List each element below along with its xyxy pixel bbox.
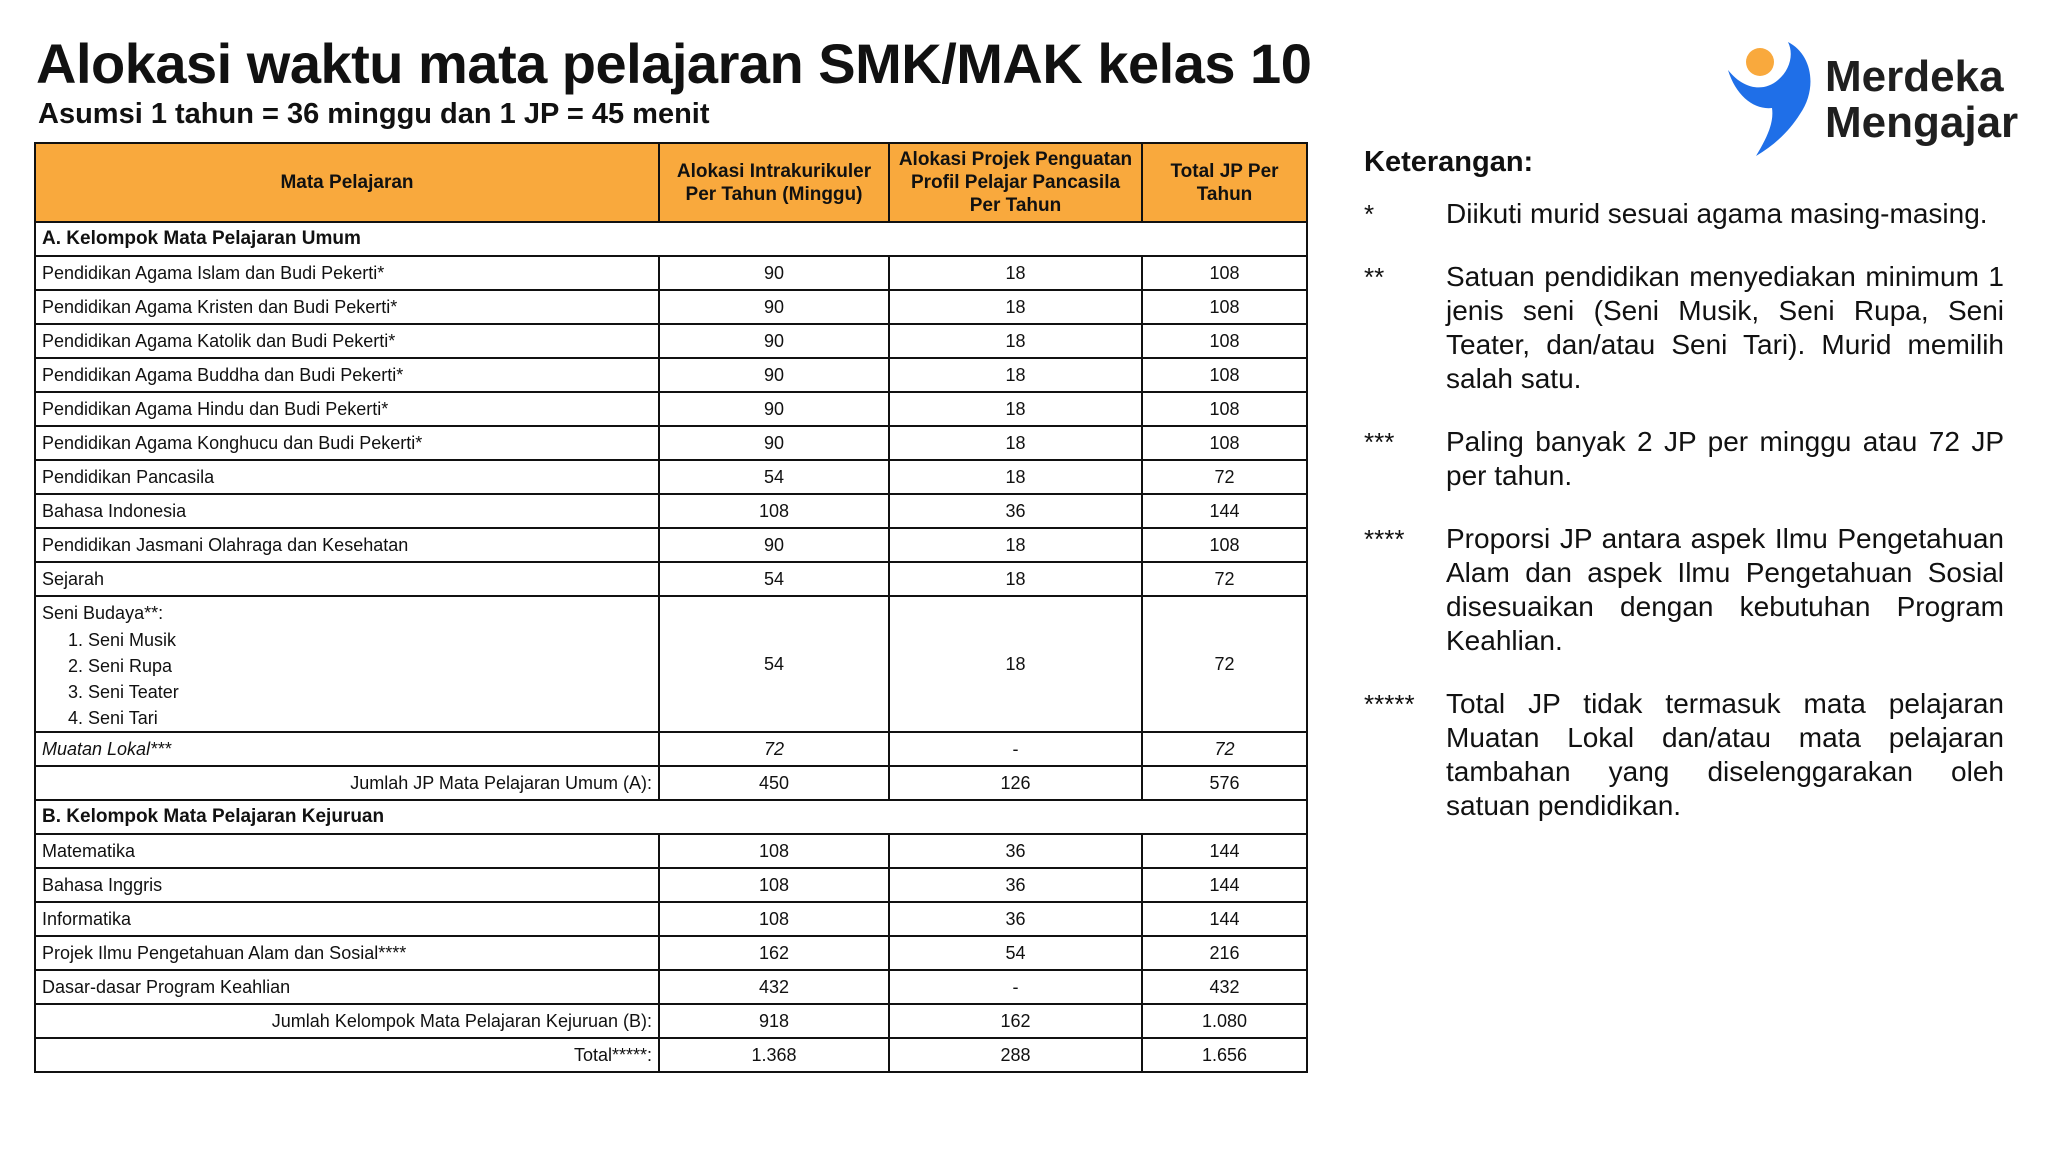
note-mark: ***** [1364,689,1415,719]
note-item [1364,687,2004,823]
grand-total-label: Total*****: [35,1038,659,1072]
projek-cell: - [889,970,1142,1004]
total-cell: 144 [1142,902,1307,936]
list-item: 4. Seni Tari [68,708,158,728]
page-subtitle: Asumsi 1 tahun = 36 minggu dan 1 JP = 45 menit [38,98,710,130]
table-row [35,868,1307,902]
subject-cell: Dasar-dasar Program Keahlian [35,970,659,1004]
note-mark: ** [1364,262,1385,292]
notes-panel [1364,146,2004,852]
intra-cell: 90 [659,324,889,358]
list-item: 1. Seni Musik [68,630,177,650]
merdeka-mengajar-logo [1720,36,2040,162]
subject-cell: Informatika [35,902,659,936]
note-item [1364,522,2004,658]
total-cell: 576 [1142,766,1307,800]
intra-cell: 90 [659,528,889,562]
intra-cell: 90 [659,290,889,324]
projek-cell: 162 [889,1004,1142,1038]
table-row [35,902,1307,936]
table-row [35,834,1307,868]
note-text: Satuan pendidikan menyediakan minimum 1 jenis seni (Seni Musik, Seni Rupa, Seni Teater, dan/atau Seni Tari). Murid memilih salah satu. [1446,261,2004,394]
group-a-label: A. Kelompok Mata Pelajaran Umum [35,222,1307,256]
intra-cell: 54 [659,460,889,494]
subject-cell: Pendidikan Agama Konghucu dan Budi Pekerti* [35,426,659,460]
subject-cell: Pendidikan Jasmani Olahraga dan Kesehatan [35,528,659,562]
grand-total-row [35,1038,1307,1072]
total-cell: 72 [1142,596,1307,732]
total-cell: 1.080 [1142,1004,1307,1038]
allocation-table [34,142,1308,1073]
total-cell: 144 [1142,868,1307,902]
subject-cell: Pendidikan Pancasila [35,460,659,494]
intra-cell: 162 [659,936,889,970]
intra-cell: 90 [659,426,889,460]
total-cell: 144 [1142,834,1307,868]
total-cell: 72 [1142,732,1307,766]
total-cell: 108 [1142,358,1307,392]
logo-wordmark [1825,54,2018,146]
total-cell: 108 [1142,256,1307,290]
projek-cell: 18 [889,460,1142,494]
intra-cell: 108 [659,834,889,868]
projek-cell: 18 [889,562,1142,596]
table-header-row [35,143,1307,222]
total-cell: 432 [1142,970,1307,1004]
col-header-total: Total JP Per Tahun [1142,143,1307,222]
intra-cell: 54 [659,562,889,596]
seni-budaya-list [42,627,652,731]
projek-cell: 18 [889,324,1142,358]
table-row [35,970,1307,1004]
subject-cell: Projek Ilmu Pengetahuan Alam dan Sosial**** [35,936,659,970]
subject-cell: Matematika [35,834,659,868]
projek-cell: 288 [889,1038,1142,1072]
table-row-seni-budaya [35,596,1307,732]
intra-cell: 432 [659,970,889,1004]
table-row [35,392,1307,426]
projek-cell: 18 [889,256,1142,290]
seni-budaya-label: Seni Budaya**: [42,603,164,623]
subject-cell [35,596,659,732]
projek-cell: 36 [889,494,1142,528]
note-text: Paling banyak 2 JP per minggu atau 72 JP per tahun. [1446,426,2004,491]
intra-cell: 90 [659,358,889,392]
total-cell: 108 [1142,426,1307,460]
intra-cell: 72 [659,732,889,766]
note-item [1364,260,2004,396]
intra-cell: 54 [659,596,889,732]
note-mark: **** [1364,524,1405,554]
projek-cell: 18 [889,426,1142,460]
intra-cell: 918 [659,1004,889,1038]
intra-cell: 108 [659,902,889,936]
note-text: Proporsi JP antara aspek Ilmu Pengetahuan Alam dan aspek Ilmu Pengetahuan Sosial disesuaikan dengan kebutuhan Program Keahlian. [1446,523,2004,656]
total-cell: 108 [1142,392,1307,426]
total-cell: 144 [1142,494,1307,528]
table-row [35,494,1307,528]
logo-figure-icon [1720,36,1820,162]
total-cell: 108 [1142,290,1307,324]
page-title: Alokasi waktu mata pelajaran SMK/MAK kelas 10 [36,32,1312,95]
projek-cell: 126 [889,766,1142,800]
projek-cell: 18 [889,290,1142,324]
subtotal-label: Jumlah JP Mata Pelajaran Umum (A): [35,766,659,800]
subject-cell: Pendidikan Agama Buddha dan Budi Pekerti* [35,358,659,392]
projek-cell: 18 [889,392,1142,426]
subject-cell: Pendidikan Agama Hindu dan Budi Pekerti* [35,392,659,426]
table-row [35,358,1307,392]
projek-cell: - [889,732,1142,766]
table-row [35,460,1307,494]
table-row [35,426,1307,460]
group-a-header [35,222,1307,256]
subject-cell: Pendidikan Agama Katolik dan Budi Pekerti* [35,324,659,358]
projek-cell: 36 [889,868,1142,902]
intra-cell: 450 [659,766,889,800]
subtotal-row-a [35,766,1307,800]
subtotal-row-b [35,1004,1307,1038]
note-mark: * [1364,199,1375,229]
table-row [35,936,1307,970]
subject-cell: Sejarah [35,562,659,596]
projek-cell: 36 [889,834,1142,868]
projek-cell: 18 [889,358,1142,392]
col-header-subject: Mata Pelajaran [35,143,659,222]
note-item [1364,425,2004,493]
col-header-intra: Alokasi Intrakurikuler Per Tahun (Minggu) [659,143,889,222]
group-b-header [35,800,1307,834]
intra-cell: 1.368 [659,1038,889,1072]
list-item: 3. Seni Teater [68,682,179,702]
intra-cell: 108 [659,494,889,528]
list-item: 2. Seni Rupa [68,656,173,676]
subject-cell: Bahasa Inggris [35,868,659,902]
note-text: Diikuti murid sesuai agama masing-masing. [1446,198,1988,229]
subtotal-label: Jumlah Kelompok Mata Pelajaran Kejuruan (B): [35,1004,659,1038]
intra-cell: 108 [659,868,889,902]
logo-line-1: Merdeka [1825,52,2004,101]
subject-cell: Pendidikan Agama Kristen dan Budi Pekerti* [35,290,659,324]
intra-cell: 90 [659,392,889,426]
subject-cell: Muatan Lokal*** [35,732,659,766]
table-row [35,562,1307,596]
projek-cell: 18 [889,596,1142,732]
projek-cell: 54 [889,936,1142,970]
total-cell: 72 [1142,460,1307,494]
table-row [35,528,1307,562]
logo-line-2: Mengajar [1825,98,2019,147]
table-row [35,290,1307,324]
intra-cell: 90 [659,256,889,290]
subject-cell: Pendidikan Agama Islam dan Budi Pekerti* [35,256,659,290]
table-row [35,324,1307,358]
total-cell: 108 [1142,324,1307,358]
total-cell: 72 [1142,562,1307,596]
col-header-projek: Alokasi Projek Penguatan Profil Pelajar Pancasila Per Tahun [889,143,1142,222]
projek-cell: 18 [889,528,1142,562]
notes-title: Keterangan: [1364,146,1534,178]
group-b-label: B. Kelompok Mata Pelajaran Kejuruan [35,800,1307,834]
projek-cell: 36 [889,902,1142,936]
note-item [1364,197,2004,231]
note-text: Total JP tidak termasuk mata pelajaran Muatan Lokal dan/atau mata pelajaran tambahan yang diselenggarakan oleh satuan pendidikan. [1446,688,2004,821]
total-cell: 1.656 [1142,1038,1307,1072]
total-cell: 216 [1142,936,1307,970]
table-row-muatan-lokal [35,732,1307,766]
note-mark: *** [1364,427,1395,457]
table-row [35,256,1307,290]
total-cell: 108 [1142,528,1307,562]
subject-cell: Bahasa Indonesia [35,494,659,528]
